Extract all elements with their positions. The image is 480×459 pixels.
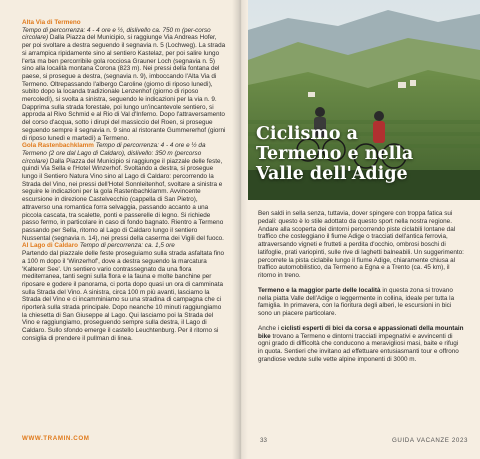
article-text: Anche i bbox=[258, 324, 281, 332]
book-gutter bbox=[232, 0, 248, 459]
hiking-routes-column bbox=[22, 19, 227, 343]
route-meta: Tempo di percorrenza: 4 - 4 ore e ½ da Termeno (2 ore dal Lago di Caldaro), dislivello: 350 m (percorso circolare) bbox=[22, 142, 206, 165]
route-meta: Tempo di percorrenza: ca. 1,5 ore bbox=[79, 242, 175, 250]
article-text: in questa zona si trovano nella piatta Valle dell'Adige o leggermente in collina, ideale per tutta la famiglia. In primavera, con la fioritura degli alberi, le escursioni in bici sono un piacere particolare. bbox=[258, 286, 455, 317]
article-emphasis: Termeno e la maggior parte delle località bbox=[258, 286, 381, 294]
route-meta: Tempo di percorrenza: 4 - 4 ore e ½, dislivello ca. 750 m (per-corso circolare) bbox=[22, 26, 211, 42]
route-alta-via bbox=[22, 19, 227, 142]
route-title: Al Lago di Caldaro bbox=[22, 242, 79, 250]
article-text: trovano a Termeno e dintorni tracciati impegnativi e avvincenti di ogni grado di difficoltà che conducono a meravigliosi masi, baite e rifugi in quota. Sentieri che invitano ad effettuare entusiasmanti tour e offrono grandiose vedute sulle vette alpine imponenti di 3000 m. bbox=[258, 332, 459, 363]
publication-title: GUIDA VACANZE 2023 bbox=[392, 437, 469, 444]
article-paragraph bbox=[258, 287, 464, 318]
route-lago-caldaro bbox=[22, 242, 227, 342]
article-paragraph: Ben saldi in sella senza, tuttavia, dover spingere con troppa fatica sui pedali: questo è lo stile adottato da questo sport nella nostra regione. Andare alla scoperta dei dintorni percorrendo piste ciclabili lontane dal traffico che costeggiano il fiume Adige o tracciati dell'antica ferrovia, attraversando vigneti e frutteti a perdita d'occhio, ombrosi boschi di latifoglie, prati variopinti, sulle rive di laghetti balneabili. Un suggerimento: percorrete la pista ciclabile lungo il fiume Adige, chiaramente chiusa al traffico automobilistico, da Termeno a Egna e a Trento (ca. 45 km), il ritorno in treno. bbox=[258, 210, 464, 279]
route-title: Alta Via di Termeno bbox=[22, 19, 81, 26]
page-number: 33 bbox=[260, 437, 267, 444]
article-emphasis: ciclisti esperti di bici da corsa e appassionati della mountain bike bbox=[258, 324, 464, 340]
route-body: Dalla Piazza del Municipio, si raggiunge Via Andreas Hofer, per poi svoltare a destra seguendo il segnavia n. 5 (Lochweg). La strada si arrampica ripidamente sino al sentiero Kastelaz, per poi salire lungo l'erta ma ben percorribile gola rocciosa Grauner Loch (segnavia n. 5) sino alla località montana Corona (823 m). Nei pressi della fontana del paese, si prosegue a destra, (segnavia n. 9), imboccando l'Alta Via di Termeno. Oltrepassando l'albergo Caroline (giorno di riposo lunedì), subito dopo la locanda tradizionale Lenzenhof (giorno di riposo mercoledì), si svolta a sinistra, seguendo le indicazioni per la via n. 9. Dapprima sulla strada forestale, poi lungo un'incantevole sentiero, si approda al Rivo Schmid e al Rio di Val d'Inferno. Dopo l'attraversamento del corso d'acqua, sotto i dirupi del massiccio del Roen, si prosegue seguendo sempre il segnavia n. 9 sino al ristorante Gummererhof (giorni di riposo lunedì e martedì) a Termeno. bbox=[22, 34, 226, 142]
article-paragraph bbox=[258, 325, 464, 364]
cycling-article-body bbox=[258, 210, 464, 371]
route-title: Gola Rastenbachklamm bbox=[22, 142, 94, 150]
route-rastenbachklamm bbox=[22, 142, 227, 242]
article-title: Ciclismo a Termeno e nella Valle dell'Adige bbox=[256, 124, 414, 184]
route-body: Partendo dal piazzale delle feste proseguiamo sulla strada asfaltata fino a 100 m dopo il 'Winzerhof', dove a destra seguendo la marcatura 'Kalterer See'. Un sentiero vario contrassegnato da una flora mediterranea, tanti segni sulla flora e la fauna e molte banchine per riposare e godere il panorama, ci porta dopo quasi un ora di camminata sulla Strada del Vino. A sinistra, circa 100 m più avanti, lasciamo la Strada del Vino e ci incamminiamo su una stradina di campagna che ci riporterà sulla strada principale. Dopo neanche 10 minuti raggiungiamo la chiesetta di San Giuseppe al Lago. Qui lasciamo poi la Strada del Vino e raggiungiamo, proseguendo sempre sulla destra, il Lago di Caldaro. Sullo sfondo emerge il castello Leuchtenburg. Per il ritorno si consiglia di prendere il pullman di linea. bbox=[22, 250, 225, 342]
route-body: Dalla Piazza del Municipio si raggiunge il piazzale delle feste, quindi Via Sella e l'Hotel Winzerhof. Svoltando a destra, si prosegue lungo il Sentiero Natura Vino sino al Lago di Caldaro: percorrendo la Strada del Vino, nei pressi dell'Hotel Sonnleitenhof, svoltare a sinistra e seguire le indicazioni per la gola Rastenbachklamm. Avvincente escursione in direzione Castelvecchio (cappella di San Pietro), attraverso una romantica forra selvaggia, passando accanto a una piccola cascata, tra scalette, ponti e passerelle di legno. Si richiede passo fermo, in particolare in caso di fondo bagnato. Rientro a Termeno passando per Sella, ritorno al Lago di Caldaro lungo il sentiero Nussental (segnavia n. 14), nei pressi della caserma dei Vigili del fuoco. bbox=[22, 157, 224, 242]
website-link[interactable]: WWW.TRAMIN.COM bbox=[22, 435, 90, 442]
